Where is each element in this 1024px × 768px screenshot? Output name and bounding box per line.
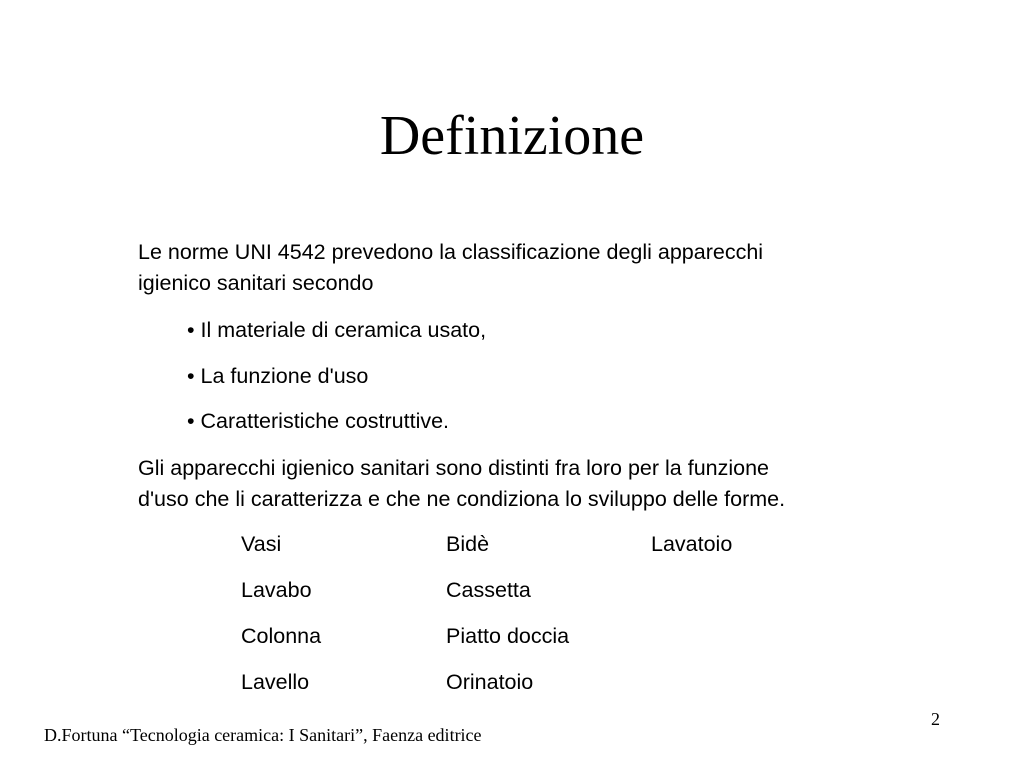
intro-paragraph	[138, 237, 763, 299]
footer-citation: D.Fortuna “Tecnologia ceramica: I Sanitari”, Faenza editrice	[44, 725, 482, 745]
bullet-item-construction: • Caratteristiche costruttive.	[187, 409, 450, 433]
page-number: 2	[931, 709, 940, 729]
bullet-item-function: • La funzione d'uso	[187, 364, 369, 388]
fixture-orinatoio: Orinatoio	[446, 670, 534, 694]
intro-line: Le norme UNI 4542 prevedono la classificazione degli apparecchi	[138, 240, 764, 264]
description-line: Gli apparecchi igienico sanitari sono distinti fra loro per la funzione	[138, 456, 770, 480]
fixture-vasi: Vasi	[241, 532, 282, 556]
fixture-colonna: Colonna	[241, 624, 322, 648]
fixture-cassetta: Cassetta	[446, 578, 531, 602]
fixture-lavabo: Lavabo	[241, 578, 312, 602]
description-line: d'uso che li caratterizza e che ne condiziona lo sviluppo delle forme.	[138, 487, 786, 511]
intro-line: igienico sanitari secondo	[138, 271, 374, 295]
fixture-piatto-doccia: Piatto doccia	[446, 624, 570, 648]
bullet-item-material: • Il materiale di ceramica usato,	[187, 318, 487, 342]
slide-title: Definizione	[379, 105, 645, 167]
fixture-lavatoio: Lavatoio	[651, 532, 733, 556]
fixture-bide: Bidè	[446, 532, 490, 556]
description-paragraph	[138, 453, 785, 515]
fixture-lavello: Lavello	[241, 670, 310, 694]
